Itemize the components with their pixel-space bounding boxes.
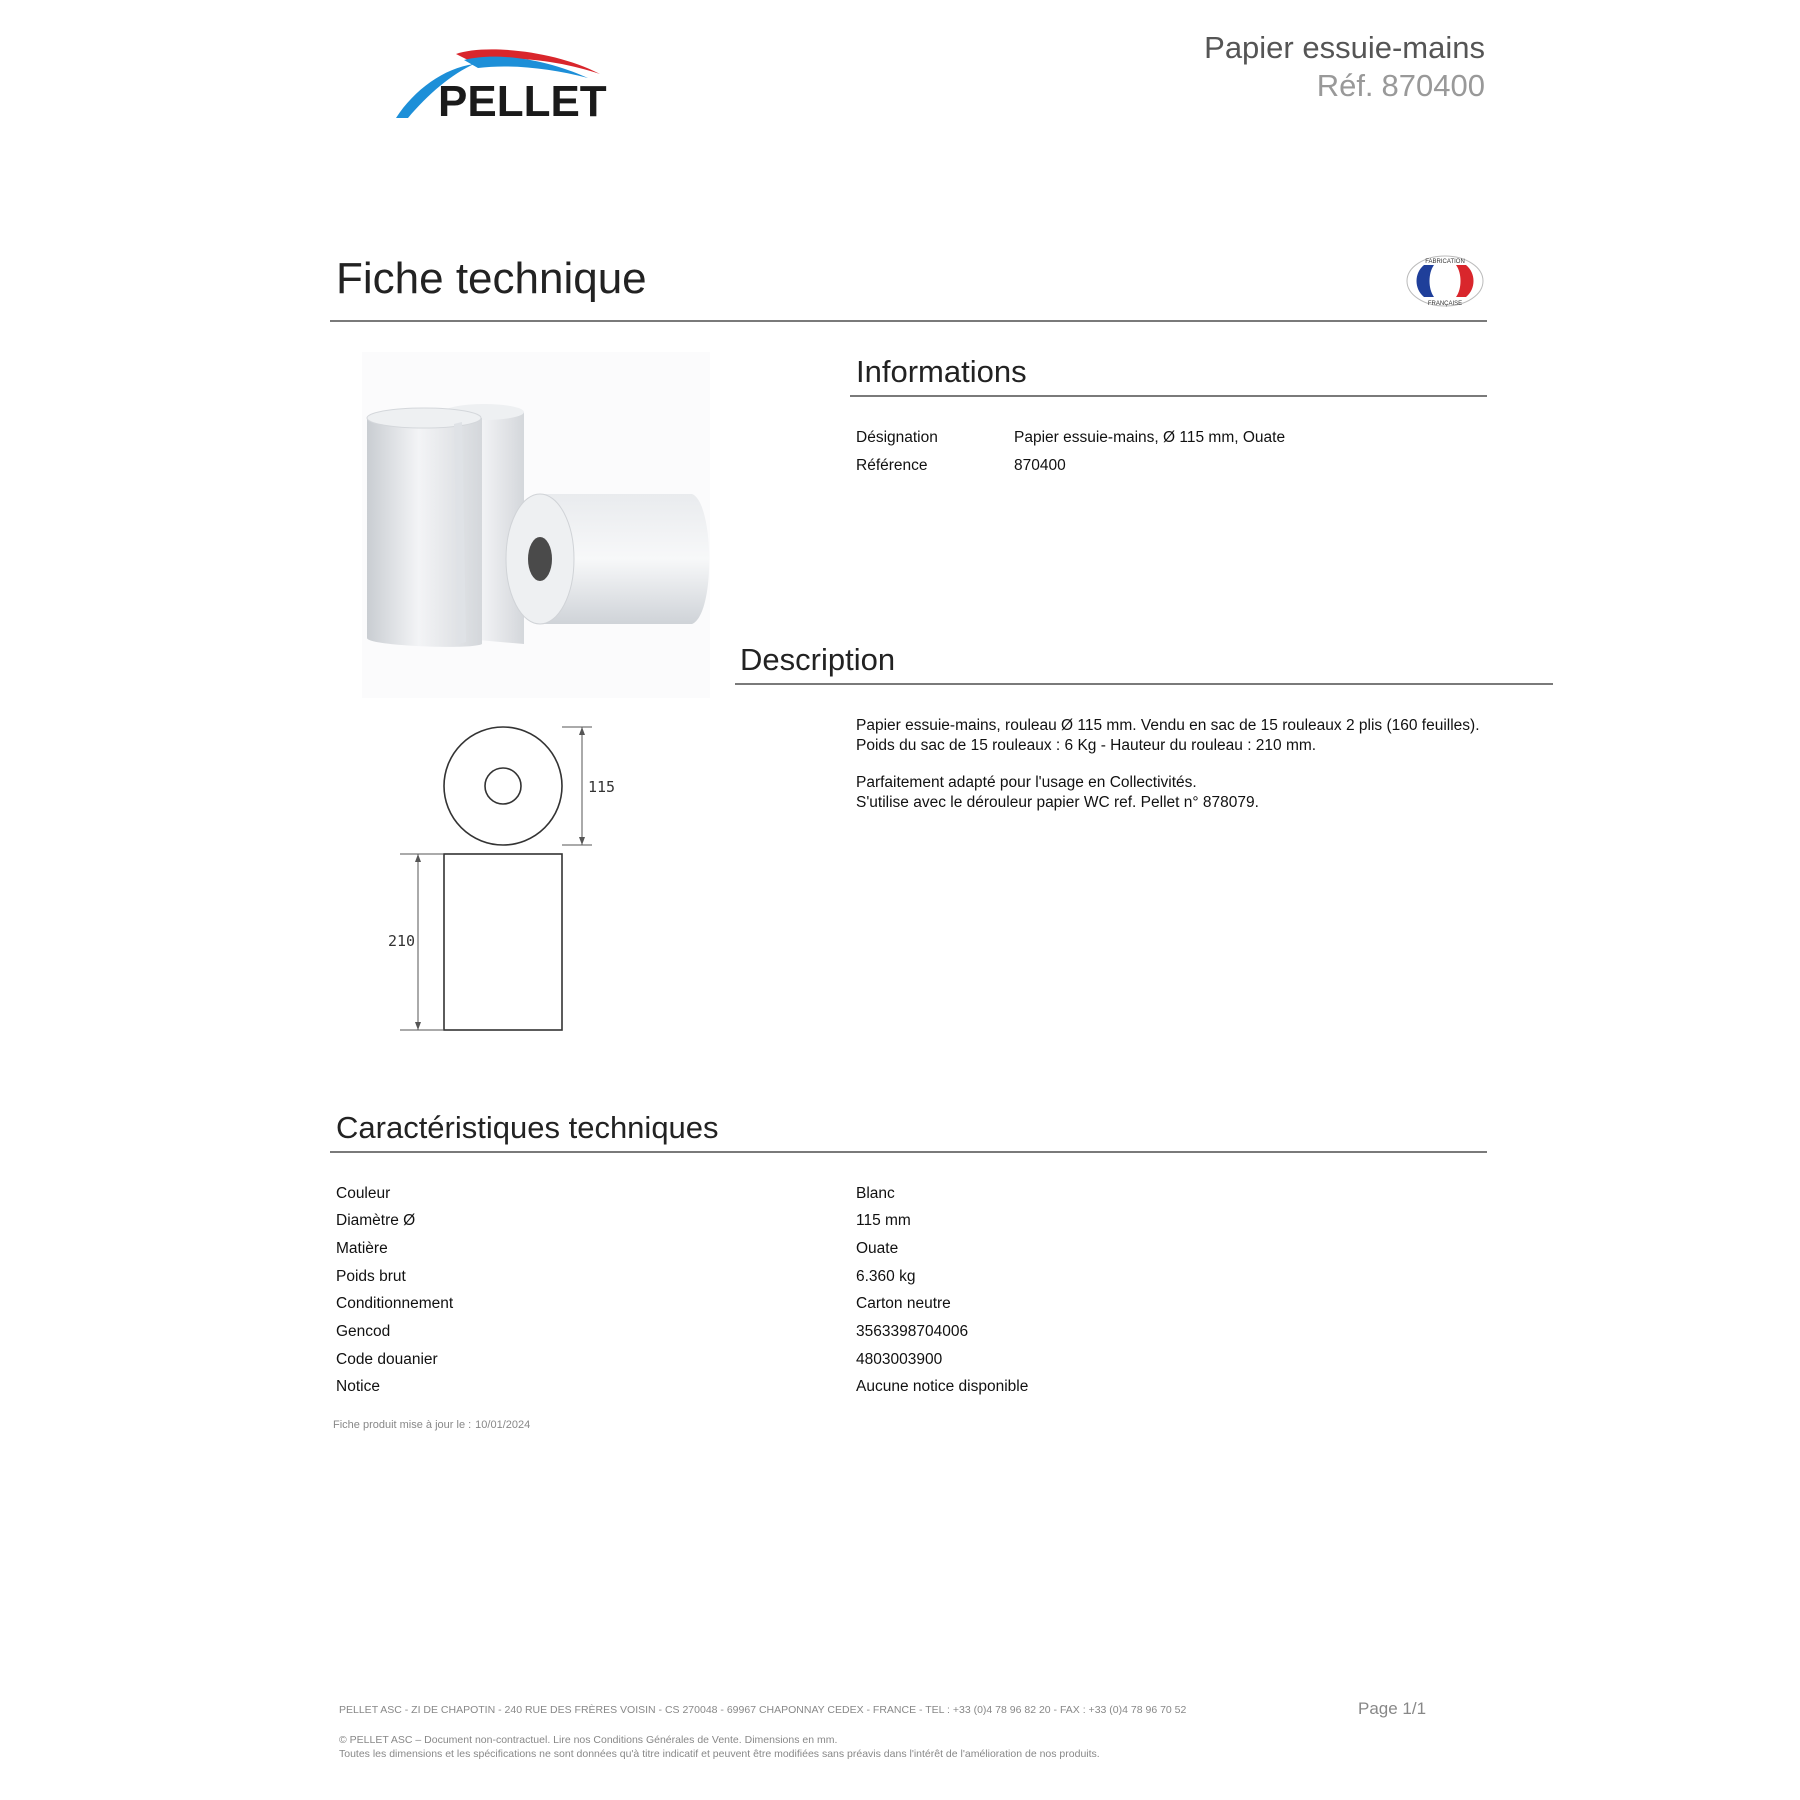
pellet-logo — [394, 40, 634, 124]
tech-value-code-douanier: 4803003900 — [856, 1351, 943, 1368]
description-rule — [735, 683, 1553, 685]
description-line: Poids du sac de 15 rouleaux : 6 Kg - Hauteur du rouleau : 210 mm. — [856, 737, 1317, 754]
roll-core-outline — [485, 768, 521, 804]
page-number: Page 1/1 — [1358, 1699, 1427, 1718]
height-dimension-label: 210 — [388, 932, 416, 950]
tech-label-poids-brut: Poids brut — [336, 1268, 406, 1285]
tech-value-notice: Aucune notice disponible — [856, 1378, 1029, 1395]
product-photo — [362, 352, 710, 698]
description-title: Description — [740, 642, 896, 677]
caracteristiques-rule — [330, 1151, 1487, 1153]
brand-name: PELLET — [438, 77, 607, 124]
update-date — [333, 1419, 530, 1431]
badge-text-bottom: FRANÇAISE — [1427, 301, 1463, 307]
description-line: Parfaitement adapté pour l'usage en Collectivités. — [856, 774, 1197, 791]
badge-text-top: FABRICATION — [1425, 259, 1465, 265]
footer-legal — [339, 1733, 1100, 1761]
description-paragraph-1 — [856, 716, 1576, 756]
info-value-designation: Papier essuie-mains, Ø 115 mm, Ouate — [1014, 429, 1286, 446]
footer-legal-line: © PELLET ASC – Document non-contractuel. Lire nos Conditions Générales de Vente. Dimensions en mm. — [339, 1734, 838, 1746]
update-date-value: 10/01/2024 — [475, 1419, 531, 1431]
tech-label-conditionnement: Conditionnement — [336, 1295, 454, 1312]
description-paragraph-2 — [856, 773, 1576, 813]
header-reference — [1317, 68, 1485, 104]
tech-value-conditionnement: Carton neutre — [856, 1295, 951, 1312]
title-rule — [330, 320, 1487, 322]
roll-side-outline — [444, 854, 562, 1030]
update-date-label: Fiche produit mise à jour le : — [333, 1419, 472, 1431]
info-label-designation: Désignation — [856, 429, 938, 446]
fabrication-francaise-badge — [1404, 253, 1486, 309]
tech-value-gencod: 3563398704006 — [856, 1323, 969, 1340]
tech-label-gencod: Gencod — [336, 1323, 391, 1340]
informations-rule — [850, 395, 1487, 397]
header-ref-label: Réf. — [1316, 68, 1374, 103]
caracteristiques-title: Caractéristiques techniques — [336, 1110, 719, 1145]
roll-core-icon — [528, 537, 552, 581]
page-title: Fiche technique — [336, 254, 647, 303]
tech-value-poids-brut: 6.360 kg — [856, 1268, 916, 1285]
footer-legal-line: Toutes les dimensions et les spécifications ne sont données qu'à titre indicatif et peuvent être modifiées sans préavis dans l'intérêt de l'amélioration de nos produits. — [339, 1748, 1100, 1760]
tech-value-diametre: 115 mm — [856, 1212, 911, 1229]
tech-label-diametre: Diamètre Ø — [336, 1212, 416, 1229]
info-label-reference: Référence — [856, 457, 928, 474]
footer-address: PELLET ASC - ZI DE CHAPOTIN - 240 RUE DES FRÈRES VOISIN - CS 270048 - 69967 CHAPONNAY CEDEX - FRANCE - TEL : +33 (0)4 78 96 82 20 - FAX : +33 (0)4 78 96 70 52 — [339, 1704, 1187, 1716]
roll-top-outline — [444, 727, 562, 845]
logo-swoosh-blue-icon — [464, 57, 588, 78]
informations-title: Informations — [856, 354, 1027, 389]
tech-value-couleur: Blanc — [856, 1185, 895, 1202]
info-value-reference: 870400 — [1014, 457, 1066, 474]
diameter-dimension-label: 115 — [588, 778, 616, 796]
description-line: S'utilise avec le dérouleur papier WC ref. Pellet n° 878079. — [856, 794, 1259, 811]
tech-label-code-douanier: Code douanier — [336, 1351, 438, 1368]
header-product-name: Papier essuie-mains — [1204, 30, 1485, 65]
tech-label-matiere: Matière — [336, 1240, 388, 1257]
description-line: Papier essuie-mains, rouleau Ø 115 mm. Vendu en sac de 15 rouleaux 2 plis (160 feuilles). — [856, 717, 1480, 734]
header-ref-value: 870400 — [1381, 68, 1485, 103]
tech-label-notice: Notice — [336, 1378, 380, 1395]
dimension-diagram — [380, 718, 620, 1042]
tech-value-matiere: Ouate — [856, 1240, 899, 1257]
tech-label-couleur: Couleur — [336, 1185, 391, 1202]
